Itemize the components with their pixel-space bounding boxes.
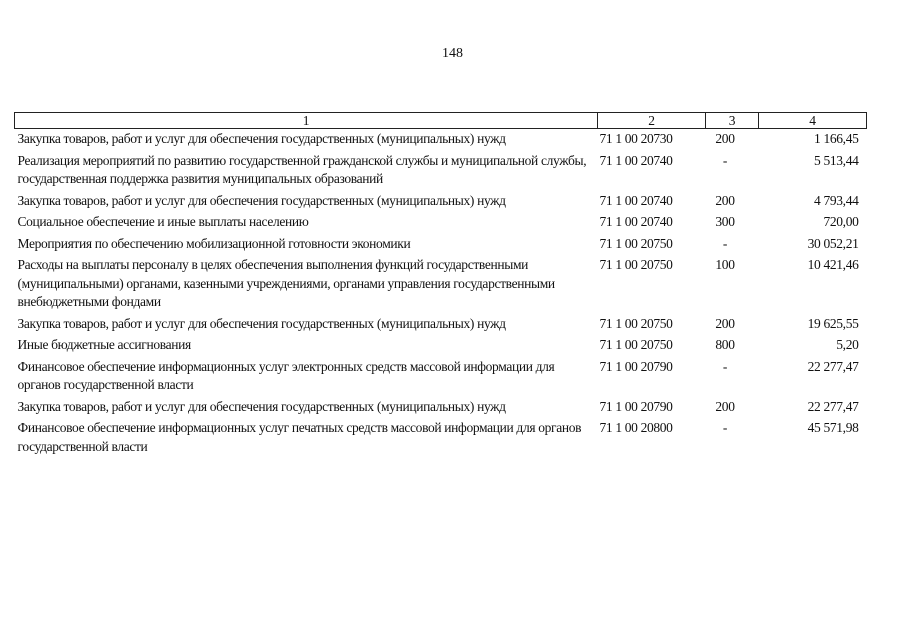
row-code: 71 1 00 20740 — [599, 192, 673, 208]
row-code: 71 1 00 20750 — [599, 337, 673, 352]
row-name: Реализация мероприятий по развитию государственной гражданской службы и муниципальной службы, государственная поддержка развития муниципальных образований — [17, 152, 587, 186]
row-expense-kind: 200 — [715, 131, 735, 146]
table-row — [15, 151, 867, 191]
row-name: Закупка товаров, работ и услуг для обеспечения государственных (муниципальных) нужд — [17, 315, 506, 331]
row-name: Социальное обеспечение и иные выплаты населению — [17, 214, 309, 229]
row-expense-kind: 200 — [715, 192, 735, 208]
row-expense-kind: - — [722, 358, 728, 374]
row-name: Закупка товаров, работ и услуг для обеспечения государственных (муниципальных) нужд — [17, 192, 506, 208]
row-amount: 720,00 — [823, 214, 859, 229]
table-row — [15, 357, 867, 397]
row-code: 71 1 00 20790 — [599, 398, 673, 414]
row-amount: 5 513,44 — [814, 152, 859, 168]
table-row — [15, 397, 867, 419]
row-name: Иные бюджетные ассигнования — [17, 337, 191, 352]
row-expense-kind: 800 — [715, 337, 735, 352]
row-expense-kind: 200 — [715, 398, 735, 414]
header-col-3: 3 — [706, 113, 759, 129]
row-code: 71 1 00 20790 — [599, 358, 673, 374]
row-amount: 30 052,21 — [807, 235, 859, 251]
row-code: 71 1 00 20750 — [599, 315, 673, 331]
page-number: 148 — [442, 46, 463, 61]
row-code: 71 1 00 20740 — [599, 152, 673, 168]
table-row — [15, 129, 867, 151]
row-amount: 10 421,46 — [807, 257, 859, 272]
row-expense-kind: 300 — [715, 214, 735, 229]
row-expense-kind: - — [722, 420, 728, 435]
header-row — [15, 113, 867, 129]
header-col-1: 1 — [15, 113, 598, 129]
table-row — [15, 418, 867, 458]
table-row — [15, 191, 867, 213]
row-amount: 22 277,47 — [807, 398, 859, 414]
row-name: Закупка товаров, работ и услуг для обеспечения государственных (муниципальных) нужд — [17, 131, 506, 146]
row-amount: 22 277,47 — [807, 358, 859, 374]
table-row — [15, 335, 867, 357]
table-row — [15, 234, 867, 256]
row-code: 71 1 00 20750 — [599, 257, 673, 272]
row-amount: 19 625,55 — [807, 315, 859, 331]
row-expense-kind: - — [722, 235, 728, 251]
table-row — [15, 212, 867, 234]
row-amount: 45 571,98 — [807, 420, 859, 435]
row-name: Закупка товаров, работ и услуг для обеспечения государственных (муниципальных) нужд — [17, 398, 506, 414]
row-amount: 4 793,44 — [814, 192, 859, 208]
row-name: Расходы на выплаты персоналу в целях обеспечения выполнения функций государственными (муниципальными) органами, казенными учреждениями, органами управления государственными внебюджетными фондами — [17, 257, 555, 309]
header-col-2: 2 — [598, 113, 706, 129]
header-col-4: 4 — [759, 113, 867, 129]
row-code: 71 1 00 20730 — [599, 131, 673, 146]
table-row — [15, 255, 867, 314]
row-name: Мероприятия по обеспечению мобилизационной готовности экономики — [17, 235, 411, 251]
row-expense-kind: 100 — [715, 257, 735, 272]
row-code: 71 1 00 20740 — [599, 214, 673, 229]
budget-table — [14, 112, 867, 458]
row-amount: 5,20 — [836, 337, 859, 352]
row-name: Финансовое обеспечение информационных услуг электронных средств массовой информации для органов государственной власти — [17, 358, 555, 392]
row-code: 71 1 00 20750 — [599, 235, 673, 251]
row-name: Финансовое обеспечение информационных услуг печатных средств массовой информации для органов государственной власти — [17, 420, 582, 454]
row-code: 71 1 00 20800 — [599, 420, 673, 435]
table-row — [15, 314, 867, 336]
row-expense-kind: - — [722, 152, 728, 168]
row-amount: 1 166,45 — [814, 131, 859, 146]
row-expense-kind: 200 — [715, 315, 735, 331]
